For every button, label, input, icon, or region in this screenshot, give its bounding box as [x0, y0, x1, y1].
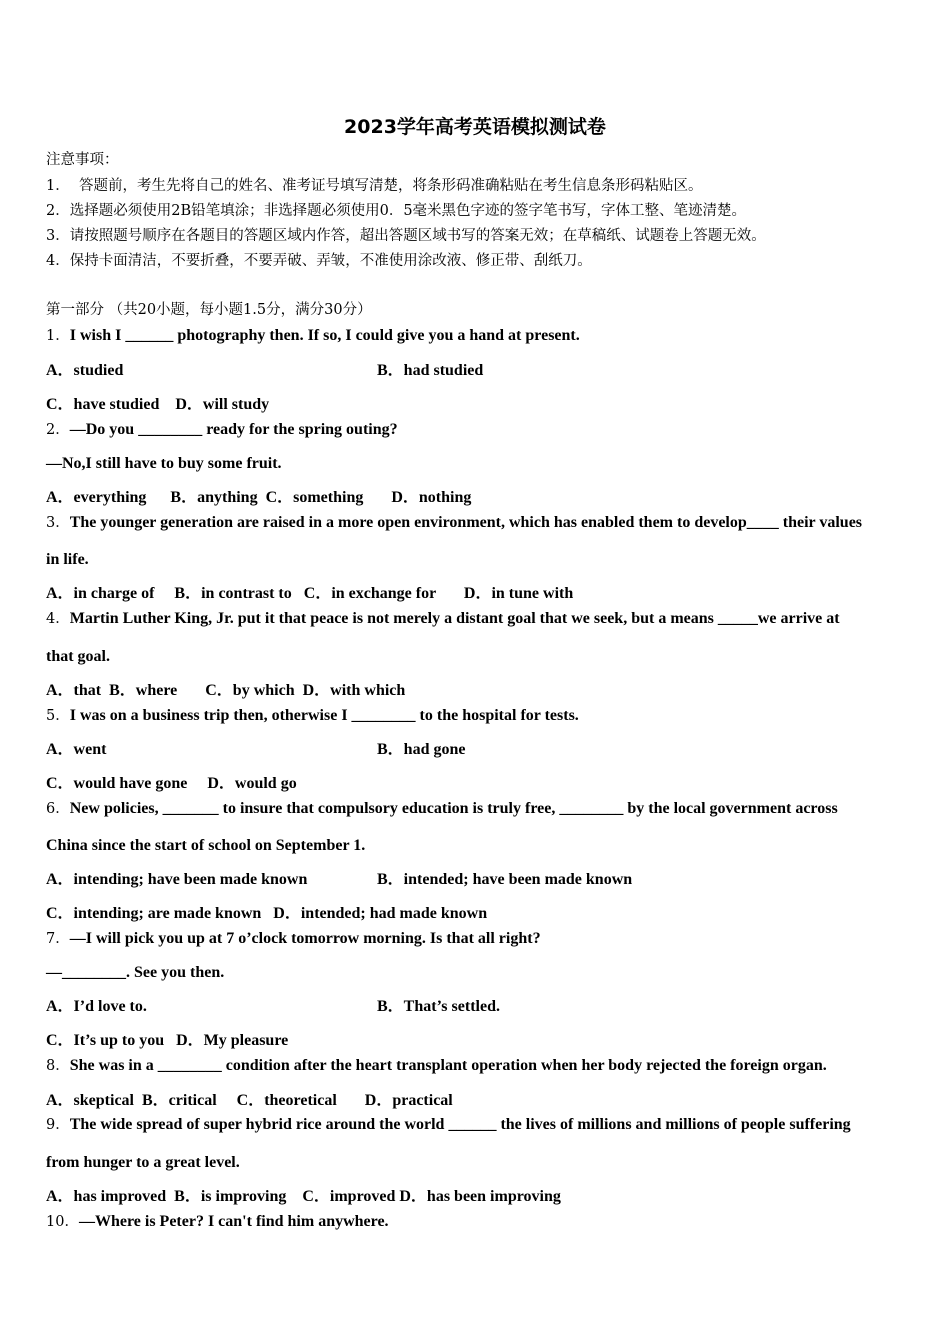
- option-b: B．had studied: [377, 362, 484, 379]
- question-number: 10．: [46, 1214, 79, 1230]
- notice-item-3: 3．请按照题号顺序在各题目的答题区域内作答，超出答题区域书写的答案无效；在草稿纸、试题卷上答题无效。: [46, 228, 766, 244]
- question-7-option-a: A．I’d love to.: [46, 998, 147, 1015]
- question-9-continued: from hunger to a great level.: [46, 1154, 240, 1171]
- question-1-options-cd: C．have studied D．will study: [46, 396, 270, 413]
- question-stem: New policies, _______ to insure that compulsory education is truly free, ________ by the local government across: [69, 800, 838, 817]
- question-8: [46, 1058, 827, 1074]
- question-6-option-a: A．intending; have been made known: [46, 871, 308, 888]
- question-6-continued: China since the start of school on September 1.: [46, 837, 366, 854]
- question-6-options-cd: C．intending; are made known D．intended; had made known: [46, 905, 488, 922]
- question-number: 7．: [46, 931, 70, 947]
- question-number: 9．: [46, 1117, 70, 1133]
- question-7-options-cd: C．It’s up to you D．My pleasure: [46, 1032, 289, 1049]
- question-9: [46, 1117, 851, 1133]
- question-8-options: A．skeptical B．critical C．theoretical D．practical: [46, 1092, 453, 1109]
- question-3: [46, 515, 862, 531]
- notice-item-2: 2．选择题必须使用2B铅笔填涂；非选择题必须使用0．5毫米黑色字迹的签字笔书写，字体工整、笔迹清楚。: [46, 203, 747, 219]
- option-a: A．studied: [46, 362, 124, 379]
- question-number: 2．: [46, 422, 70, 438]
- notice-item-4: 4．保持卡面清洁，不要折叠，不要弄破、弄皱，不准使用涂改液、修正带、刮纸刀。: [46, 253, 592, 269]
- question-1: [46, 328, 580, 344]
- question-stem: Martin Luther King, Jr. put it that peace is not merely a distant goal that we seek, but a means _____we arrive at: [69, 610, 840, 627]
- question-7-reply: —________. See you then.: [46, 964, 225, 981]
- question-3-continued: in life.: [46, 551, 89, 568]
- question-10: [46, 1214, 389, 1230]
- question-6: [46, 801, 838, 817]
- question-2-options: A．everything B．anything C．something D．nothing: [46, 489, 472, 506]
- question-number: 4．: [46, 611, 70, 627]
- question-5: [46, 708, 579, 724]
- question-stem: —I will pick you up at 7 o’clock tomorrow morning. Is that all right?: [69, 930, 541, 947]
- question-number: 6．: [46, 801, 70, 817]
- question-stem: The younger generation are raised in a more open environment, which has enabled them to develop____ their values: [69, 514, 863, 531]
- question-4-continued: that goal.: [46, 648, 110, 665]
- question-4-options: A．that B．where C．by which D．with which: [46, 682, 406, 699]
- question-stem: The wide spread of super hybrid rice around the world ______ the lives of millions and millions of people suffering: [69, 1116, 851, 1133]
- question-3-options: A．in charge of B．in contrast to C．in exchange for D．in tune with: [46, 585, 574, 602]
- question-5-options-cd: C．would have gone D．would go: [46, 775, 297, 792]
- page-title: 2023学年高考英语模拟测试卷: [344, 116, 606, 138]
- question-1-options-ab: [46, 363, 123, 379]
- question-number: 1．: [46, 328, 70, 344]
- question-5-option-a: A．went: [46, 741, 107, 758]
- question-9-options: A．has improved B．is improving C．improved D．has been improving: [46, 1188, 561, 1205]
- question-2-reply: —No,I still have to buy some fruit.: [46, 455, 282, 472]
- question-stem: I was on a business trip then, otherwise I ________ to the hospital for tests.: [69, 707, 579, 724]
- question-number: 5．: [46, 708, 70, 724]
- question-4: [46, 611, 840, 627]
- question-6-option-b: B．intended; have been made known: [377, 871, 633, 888]
- notice-item-1: 1． 答题前，考生先将自己的姓名、准考证号填写清楚，将条形码准确粘贴在考生信息条形码粘贴区。: [46, 178, 703, 194]
- question-number: 3．: [46, 515, 70, 531]
- section-heading: 第一部分 （共20小题，每小题1.5分，满分30分）: [46, 302, 372, 318]
- question-7: [46, 931, 541, 947]
- question-stem: —Do you ________ ready for the spring outing?: [69, 421, 398, 438]
- question-number: 8．: [46, 1058, 70, 1074]
- question-stem: She was in a ________ condition after the heart transplant operation when her body rejected the foreign organ.: [69, 1057, 827, 1074]
- question-5-option-b: B．had gone: [377, 741, 466, 758]
- question-stem: I wish I ______ photography then. If so, I could give you a hand at present.: [69, 327, 580, 344]
- question-stem: —Where is Peter? I can't find him anywhere.: [78, 1213, 389, 1230]
- question-2: [46, 422, 398, 438]
- question-7-option-b: B．That’s settled.: [377, 998, 500, 1015]
- notice-heading: 注意事项：: [46, 152, 119, 168]
